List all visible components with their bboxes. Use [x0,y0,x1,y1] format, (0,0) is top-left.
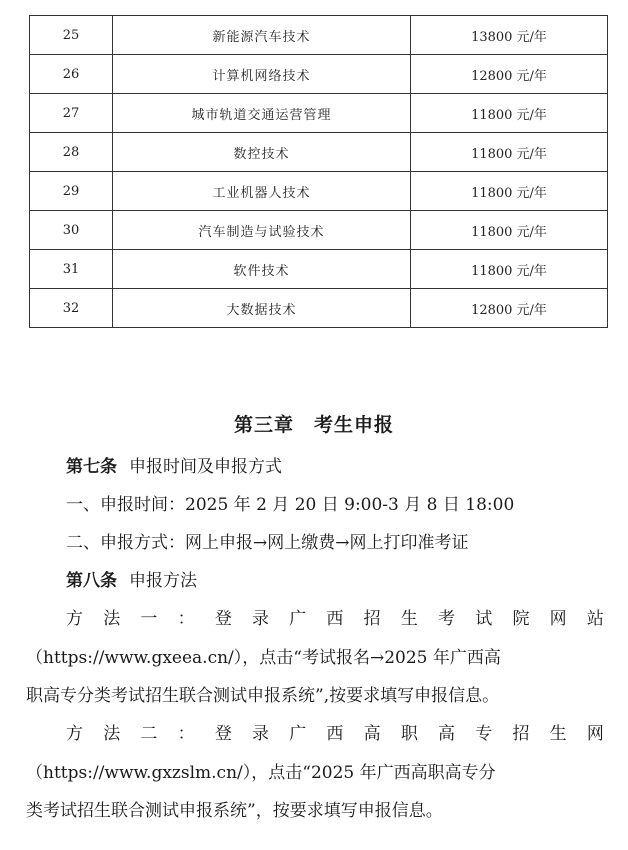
spread-char: 招 [363,609,381,629]
spread-char: 录 [252,724,270,744]
table-row [30,55,608,94]
spread-char: 西 [326,724,344,744]
table-row [30,94,608,133]
spread-char: 生 [549,724,567,744]
tuition-fee: 11800 元/年 [411,133,608,172]
spread-char: 招 [512,724,530,744]
article8-line [66,570,604,592]
major-name: 数控技术 [113,133,411,172]
spread-char: 站 [586,609,604,629]
article7-time: 一、申报时间：2025 年 2 月 20 日 9:00-3 月 8 日 18:00 [66,495,515,515]
spread-char: 试 [475,609,493,629]
major-name: 工业机器人技术 [113,172,411,211]
table-row [30,133,608,172]
spread-char: ： [177,724,195,744]
spread-char: 高 [363,724,381,744]
row-number: 30 [30,211,113,250]
row-number: 32 [30,289,113,328]
tuition-fee: 11800 元/年 [411,250,608,289]
spread-char: 录 [252,609,270,629]
spread-char: 二 [140,724,158,744]
spread-char: 广 [289,724,307,744]
table-row [30,250,608,289]
tuition-fee: 12800 元/年 [411,289,608,328]
tuition-fee: 11800 元/年 [411,172,608,211]
spread-char: 方 [66,724,83,744]
article8-heading: 第八条 [66,571,117,591]
spread-char: ： [177,609,195,629]
table-row [30,16,608,55]
row-number: 29 [30,172,113,211]
major-name: 软件技术 [113,250,411,289]
spread-char: 生 [400,609,418,629]
article7-method: 二、申报方式：网上申报→网上缴费→网上打印准考证 [66,533,469,553]
method2-line2: （https://www.gxzslm.cn/），点击“2025 年广西高职高专分 [26,763,496,783]
row-number: 28 [30,133,113,172]
spread-char: 考 [438,609,456,629]
spread-char: 方 [66,609,83,629]
method2-line3: 类考试招生联合测试申报系统”，按要求填写申报信息。 [26,801,443,821]
spread-char: 高 [438,724,456,744]
spread-char: 一 [140,609,158,629]
major-name: 城市轨道交通运营管理 [113,94,411,133]
spread-char: 广 [289,609,307,629]
tuition-fee: 11800 元/年 [411,94,608,133]
major-name: 大数据技术 [113,289,411,328]
fee-table-body [30,16,608,328]
row-number: 31 [30,250,113,289]
chapter-title: 第三章 考生申报 [233,414,394,436]
table-row [30,211,608,250]
major-name: 汽车制造与试验技术 [113,211,411,250]
method1-line2: （https://www.gxeea.cn/），点击“考试报名→2025 年广西高 [26,648,501,668]
spread-char: 登 [214,609,232,629]
table-row [30,172,608,211]
spread-char: 法 [103,724,121,744]
article7-line [66,456,604,478]
spread-char: 职 [400,724,418,744]
spread-char: 网 [549,609,567,629]
spread-char: 西 [326,609,344,629]
fee-table [29,15,608,328]
method1-line3: 职高专分类考试招生联合测试申报系统”,按要求填写申报信息。 [26,686,500,706]
article8-title: 申报方法 [129,571,197,591]
spread-char: 专 [475,724,493,744]
tuition-fee: 12800 元/年 [411,55,608,94]
spread-char: 登 [214,724,232,744]
table-row [30,289,608,328]
row-number: 26 [30,55,113,94]
major-name: 新能源汽车技术 [113,16,411,55]
article7-title: 申报时间及申报方式 [129,457,282,477]
tuition-fee: 11800 元/年 [411,211,608,250]
row-number: 25 [30,16,113,55]
method2-line1 [66,723,604,745]
major-name: 计算机网络技术 [113,55,411,94]
tuition-fee: 13800 元/年 [411,16,608,55]
spread-char: 法 [103,609,121,629]
spread-char: 网 [586,724,604,744]
spread-char: 院 [512,609,530,629]
method1-line1 [66,608,604,630]
article7-heading: 第七条 [66,457,117,477]
row-number: 27 [30,94,113,133]
